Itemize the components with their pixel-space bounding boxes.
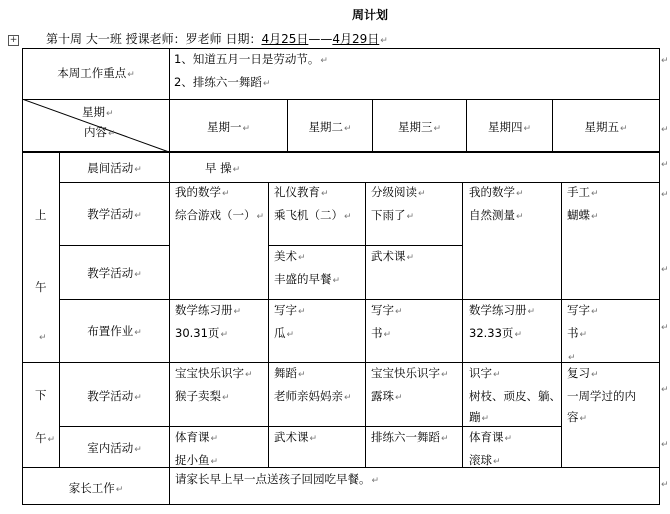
cell-teach1-wed: 分级阅读↵ 下雨了↵ xyxy=(371,185,426,222)
row-end-mark-icon: ↵ xyxy=(661,385,669,395)
pm-label-2: 午↵ xyxy=(35,431,56,445)
row-end-mark-icon: ↵ xyxy=(661,56,669,66)
focus-line-2: 2、排练六一舞蹈↵ xyxy=(174,75,271,89)
row-label-teach1: 教学活动↵ xyxy=(87,207,142,221)
cell-teach2-wed: 武术课↵ xyxy=(371,249,415,263)
cell-teach1-thu: 我的数学↵ 自然测量↵ xyxy=(469,185,524,222)
focus-label: 本周工作重点↵ xyxy=(57,66,135,80)
parent-content: 请家长早上早一点送孩子回园吃早餐。↵ xyxy=(175,472,380,486)
page-title: 周计划 xyxy=(351,8,388,22)
focus-content xyxy=(174,49,328,95)
paragraph-mark-icon: ↵ xyxy=(39,333,47,343)
paragraph-mark-icon: ↵ xyxy=(380,36,388,46)
row-end-mark-icon: ↵ xyxy=(661,480,669,490)
cell-teach1-fri: 手工↵ 蝴蝶↵ xyxy=(567,185,599,222)
cell-homework-mon: 数学练习册↵ 30.31页↵ xyxy=(175,303,242,340)
day-friday: 星期五↵ xyxy=(584,120,628,134)
pm-label-1: 下 xyxy=(35,388,47,402)
cell-indoor-mon: 体育课↵ 捉小鱼↵ xyxy=(175,430,219,467)
plan-meta xyxy=(46,30,388,47)
header-content: 内容↵ xyxy=(84,125,116,139)
row-end-mark-icon: ↵ xyxy=(661,323,669,333)
row-label-teach2: 教学活动↵ xyxy=(87,266,142,280)
cell-teach1-tue: 礼仪教育↵ 乘飞机（二）↵ xyxy=(274,185,352,222)
header-weekday: 星期↵ xyxy=(82,105,114,119)
meta-prefix: 第十周 大一班 授课老师：罗老师 日期： xyxy=(46,32,262,46)
cell-homework-fri: 写字↵ 书↵ ↵ xyxy=(567,303,599,363)
parent-label: 家长工作↵ xyxy=(68,481,124,495)
day-tuesday: 星期二↵ xyxy=(308,120,352,134)
cell-indoor-tue: 武术课↵ xyxy=(274,430,318,444)
row-label-pm-teach: 教学活动↵ xyxy=(87,389,142,403)
cell-pm-teach-thu: 识字↵ 树枝、顽皮、躺、 蹦↵ xyxy=(469,366,561,424)
cell-homework-tue: 写字↵ 瓜↵ xyxy=(274,303,306,340)
table-move-handle-icon[interactable]: + xyxy=(9,35,18,45)
morning-activity: 早 操↵ xyxy=(205,161,241,175)
am-label-2: 午 xyxy=(35,280,47,294)
cell-teach2-tue: 美术↵ 丰盛的早餐↵ xyxy=(274,249,341,286)
date-start: 4月25日 xyxy=(261,32,309,46)
row-end-mark-icon: ↵ xyxy=(661,265,669,275)
cell-homework-wed: 写字↵ 书↵ xyxy=(371,303,403,340)
cell-homework-thu: 数学练习册↵ 32.33页↵ xyxy=(469,303,536,340)
date-sep: —— xyxy=(308,32,333,46)
cell-pm-teach-fri: 复习↵ 一周学过的内 容↵ xyxy=(567,366,636,424)
cell-indoor-wed: 排练六一舞蹈↵ xyxy=(371,430,449,444)
day-monday: 星期一↵ xyxy=(206,120,251,134)
row-label-homework: 布置作业↵ xyxy=(87,324,142,338)
row-end-mark-icon: ↵ xyxy=(661,190,669,200)
cell-teach1-mon: 我的数学↵ 综合游戏（一）↵ xyxy=(175,185,265,222)
am-label-1: 上 xyxy=(35,208,47,222)
date-end: 4月29日 xyxy=(332,32,380,46)
focus-line-1: 1、知道五月一日是劳动节。↵ xyxy=(174,52,328,66)
row-end-mark-icon: ↵ xyxy=(661,440,669,450)
cell-pm-teach-wed: 宝宝快乐识字↵ 露珠↵ xyxy=(371,366,449,403)
row-end-mark-icon: ↵ xyxy=(661,125,669,135)
row-label-morning: 晨间活动↵ xyxy=(87,161,142,175)
row-label-indoor: 室内活动↵ xyxy=(87,441,142,455)
cell-indoor-thu: 体育课↵ 滚球↵ xyxy=(469,430,513,467)
row-end-mark-icon: ↵ xyxy=(661,160,669,170)
day-thursday: 星期四↵ xyxy=(487,120,532,134)
cell-pm-teach-tue: 舞蹈↵ 老师亲妈妈亲↵ xyxy=(274,366,352,403)
cell-pm-teach-mon: 宝宝快乐识字↵ 猴子卖梨↵ xyxy=(175,366,253,403)
day-wednesday: 星期三↵ xyxy=(397,120,442,134)
